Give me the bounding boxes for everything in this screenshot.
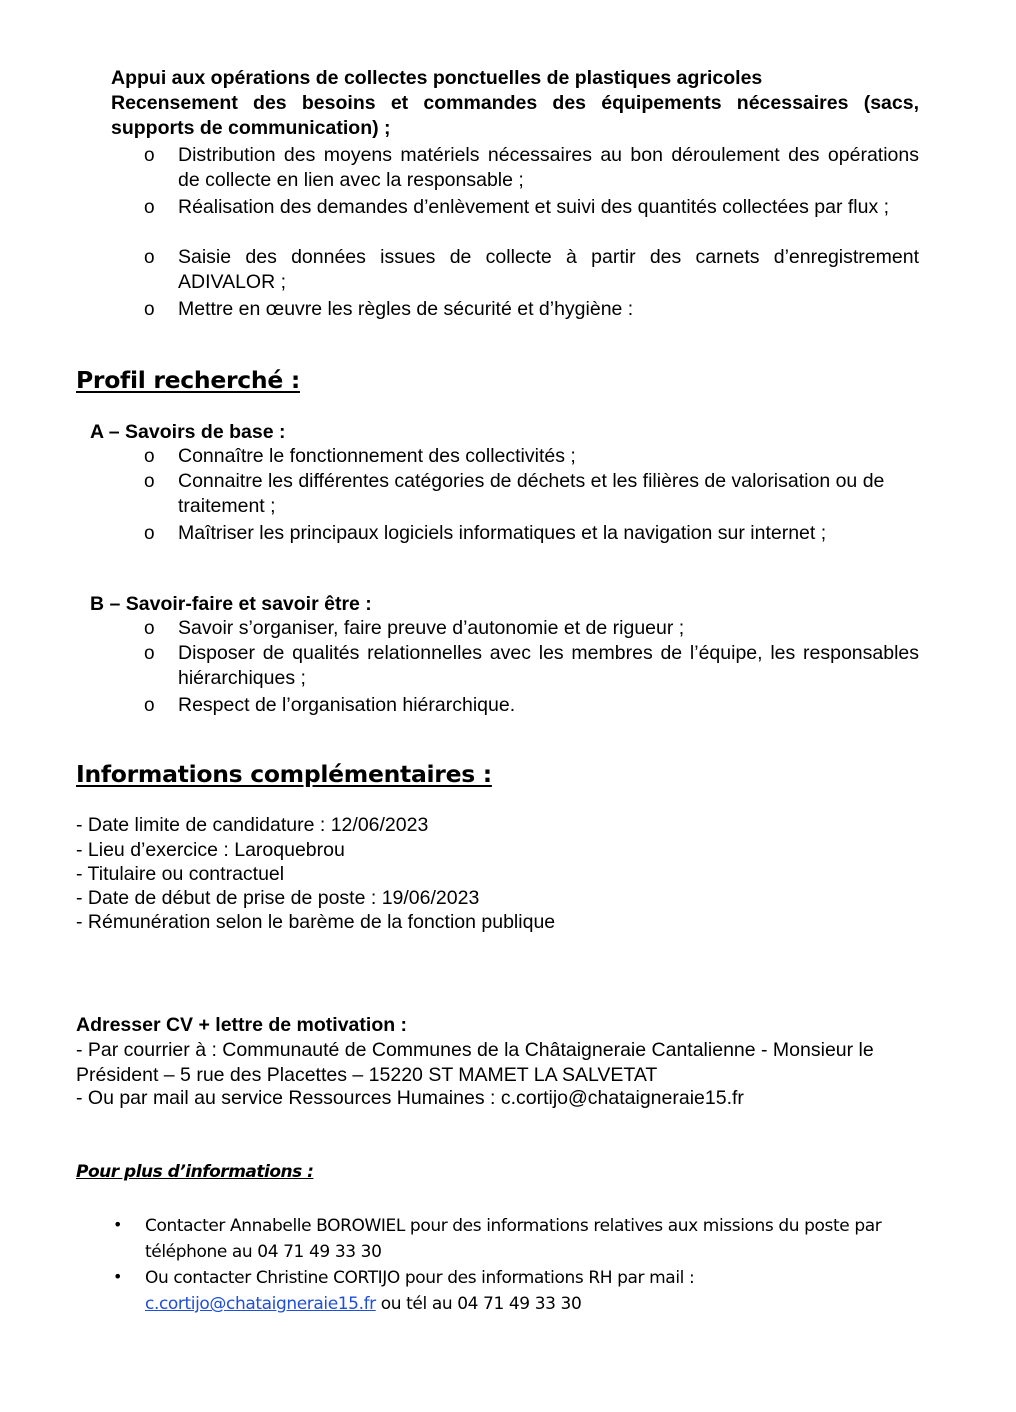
info-line-start-date: - Date de début de prise de poste : 19/06/2023 <box>76 887 480 909</box>
savoirs-item-2: Connaitre les différentes catégories de déchets et les filières de valorisation ou de traitement ; <box>178 470 885 517</box>
email-link[interactable]: c.cortijo@chataigneraie15.fr <box>145 1294 376 1314</box>
plus-item-rh-tail: ou tél au 04 71 49 33 30 <box>375 1294 582 1314</box>
savoir-faire-title: B – Savoir-faire et savoir être : <box>90 593 372 615</box>
adresser-courrier: - Par courrier à : Communauté de Communes de la Châtaigneraie Cantalienne - Monsieur le Président – 5 rue des Placettes – 15220 ST MAMET LA SALVETAT <box>76 1039 874 1086</box>
info-line-status: - Titulaire ou contractuel <box>76 863 285 885</box>
plus-item-rh-text: Ou contacter Christine CORTIJO pour des informations RH par mail : <box>145 1268 695 1288</box>
plus-infos-title: Pour plus d’informations : <box>76 1162 314 1182</box>
savoirs-item-1: Connaître le fonctionnement des collectivités ; <box>178 445 576 467</box>
mission-line-1: Appui aux opérations de collectes ponctuelles de plastiques agricoles <box>111 67 763 89</box>
savoir-faire-item-1: Savoir s’organiser, faire preuve d’autonomie et de rigueur ; <box>178 617 685 639</box>
plus-item-contact-rh <box>145 1265 935 1317</box>
bullet-circle: o <box>144 471 155 492</box>
mission-bullet-1: Distribution des moyens matériels nécessaires au bon déroulement des opérations de collecte en lien avec la responsable ; <box>178 144 919 191</box>
info-line-salary: - Rémunération selon le barème de la fonction publique <box>76 911 556 933</box>
bullet-circle: o <box>144 197 155 218</box>
bullet-circle: o <box>144 446 155 467</box>
bullet-dot: • <box>113 1267 123 1286</box>
bullet-circle: o <box>144 695 155 716</box>
adresser-title: Adresser CV + lettre de motivation : <box>76 1014 408 1036</box>
savoir-faire-item-2: Disposer de qualités relationnelles avec les membres de l’équipe, les responsables hiérarchiques ; <box>178 642 919 689</box>
plus-item-contact-missions: Contacter Annabelle BOROWIEL pour des informations relatives aux missions du poste par téléphone au 04 71 49 33 30 <box>145 1216 882 1262</box>
bullet-circle: o <box>144 247 155 268</box>
bullet-circle: o <box>144 618 155 639</box>
bullet-circle: o <box>144 523 155 544</box>
adresser-mail: - Ou par mail au service Ressources Humaines : c.cortijo@chataigneraie15.fr <box>76 1087 744 1109</box>
bullet-dot: • <box>113 1215 123 1234</box>
profil-heading: Profil recherché : <box>76 366 300 394</box>
bullet-circle: o <box>144 299 155 320</box>
info-line-location: - Lieu d’exercice : Laroquebrou <box>76 839 345 861</box>
bullet-circle: o <box>144 643 155 664</box>
mission-bullet-2: Réalisation des demandes d’enlèvement et suivi des quantités collectées par flux ; <box>178 196 890 218</box>
savoirs-de-base-title: A – Savoirs de base : <box>90 421 286 443</box>
savoirs-item-3: Maîtriser les principaux logiciels informatiques et la navigation sur internet ; <box>178 522 827 544</box>
mission-bullet-3: Saisie des données issues de collecte à partir des carnets d’enregistrement ADIVALOR ; <box>178 246 919 293</box>
info-line-deadline: - Date limite de candidature : 12/06/2023 <box>76 814 429 836</box>
mission-bullet-4: Mettre en œuvre les règles de sécurité et d’hygiène : <box>178 298 634 320</box>
mission-line-2: Recensement des besoins et commandes des équipements nécessaires (sacs, supports de communication) ; <box>111 92 919 139</box>
savoir-faire-item-3: Respect de l’organisation hiérarchique. <box>178 694 516 716</box>
bullet-circle: o <box>144 145 155 166</box>
infos-heading: Informations complémentaires : <box>76 760 492 788</box>
